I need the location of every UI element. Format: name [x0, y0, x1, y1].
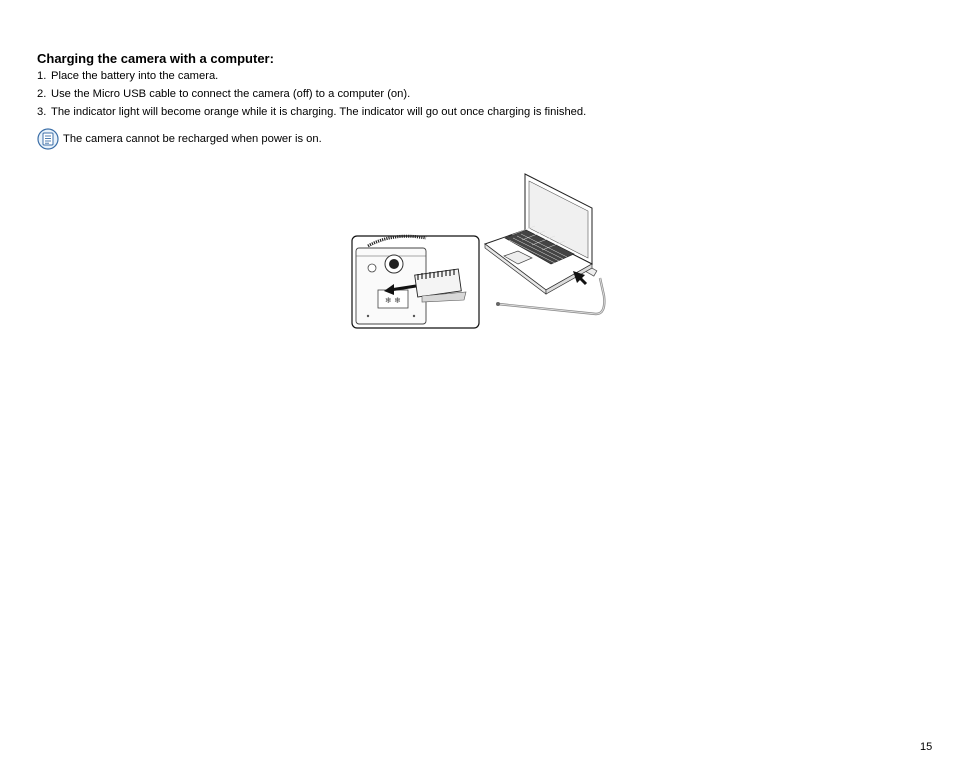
step-item — [37, 105, 586, 123]
steps-list — [37, 69, 586, 123]
step-item — [37, 69, 586, 87]
step-text: Use the Micro USB cable to connect the camera (off) to a computer (on). — [51, 88, 411, 100]
camera-inset — [352, 236, 479, 328]
step-item — [37, 87, 586, 105]
note-icon — [37, 128, 59, 150]
step-text: Place the battery into the camera. — [51, 70, 219, 82]
page-number: 15 — [920, 741, 933, 753]
svg-text:❄ ❄: ❄ ❄ — [385, 296, 401, 305]
note — [37, 128, 322, 150]
section-heading: Charging the camera with a computer: — [37, 51, 274, 66]
step-number: 1. — [37, 70, 47, 82]
step-number: 2. — [37, 88, 47, 100]
camera-usb-laptop-illustration — [348, 168, 610, 334]
step-text: The indicator light will become orange while it is charging. The indicator will go out once charging is finished. — [51, 106, 587, 118]
step-number: 3. — [37, 106, 47, 118]
note-text: The camera cannot be recharged when power is on. — [63, 133, 322, 145]
